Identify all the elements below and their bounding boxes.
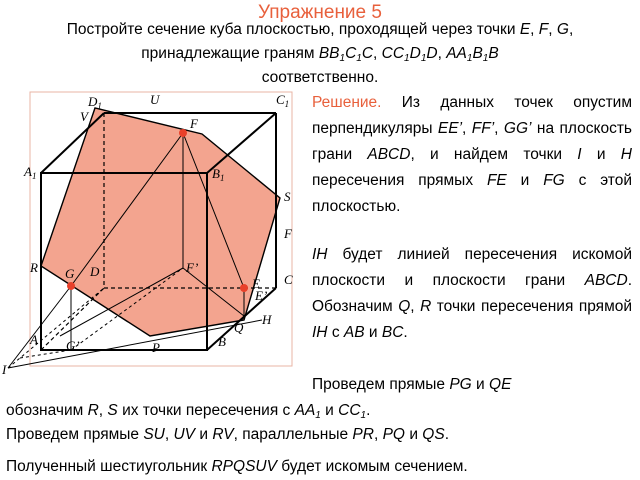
- label-E: E: [252, 276, 260, 291]
- label-Q: Q: [234, 320, 244, 335]
- label-A: A: [30, 332, 38, 347]
- exercise-title: Упражнение 5: [258, 2, 382, 23]
- solution-line-4: обозначим R, S их точки пересечения с $AA_1$ и $CC_1$.: [6, 402, 371, 421]
- solution-line-6: Полученный шестиугольник RPQSUV будет искомым сечением.: [6, 458, 468, 475]
- cube-figure: [0, 88, 306, 378]
- label-E-prime: E’: [255, 288, 268, 303]
- label-C: C: [284, 272, 293, 287]
- label-G: G: [65, 266, 75, 281]
- label-D1: $D_1$: [88, 94, 102, 111]
- label-B1: $B_1$: [212, 166, 225, 183]
- label-R: R: [30, 260, 38, 275]
- label-H: H: [262, 312, 272, 327]
- label-V: V: [80, 109, 88, 124]
- point-E: [240, 284, 248, 292]
- solution-line-3: Проведем прямые PG и QE: [312, 376, 512, 393]
- label-U: U: [150, 92, 160, 107]
- label-F-prime: F’: [186, 260, 199, 275]
- label-B: B: [218, 334, 226, 349]
- solution-part-1: Решение. Из данных точек опустим перпендикуляры EE’, FF’, GG’ на плоскость грани ABCD, и найдем точки I и H пересечения прямых FE и FG с этой плоскостью.: [312, 94, 632, 215]
- solution-line-5: Проведем прямые SU, UV и RV, параллельные PR, PQ и QS.: [6, 426, 450, 443]
- label-F-right: F: [284, 226, 292, 241]
- label-I: I: [2, 362, 7, 377]
- label-P: P: [152, 340, 160, 355]
- label-A1: $A_1$: [24, 164, 37, 181]
- solution-part-2: IH будет линией пересечения искомой плоскости и плоскости грани ABCD. Обозначим Q, R точки пересечения прямой IH с AB и BC.: [312, 246, 633, 341]
- problem-statement: Постройте сечение куба плоскостью, проходящей через точки E, F, G, принадлежащие граням $BB_1C_1C$, $CC_1D_1D$, $AA_1B_1B$ соответственно.: [66, 21, 574, 86]
- point-G: [67, 282, 75, 290]
- point-F: [179, 129, 187, 137]
- label-C1: $C_1$: [276, 92, 290, 109]
- label-G-prime: G’: [66, 338, 80, 353]
- label-F: F: [190, 116, 198, 131]
- label-D: D: [90, 264, 100, 279]
- label-S: S: [284, 189, 291, 204]
